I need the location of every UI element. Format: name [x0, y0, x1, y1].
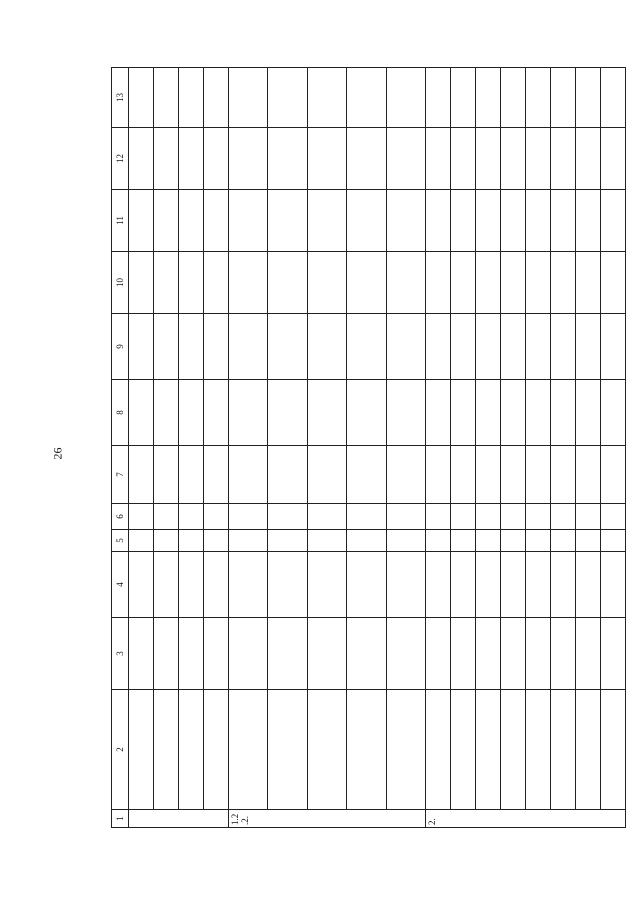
table-cell	[575, 504, 600, 530]
col-num-6: 6	[112, 504, 129, 530]
table-cell	[386, 128, 426, 190]
table-cell	[307, 128, 346, 190]
table-cell	[228, 380, 267, 446]
table-cell	[525, 530, 550, 552]
table-cell	[525, 190, 550, 252]
table-cell	[575, 190, 600, 252]
table-cell	[600, 68, 625, 128]
col-num-2: 2	[112, 690, 129, 810]
table-cell	[307, 252, 346, 314]
table-cell	[153, 552, 178, 618]
table-cell	[268, 68, 307, 128]
table-cell	[575, 618, 600, 690]
table-cell	[500, 128, 525, 190]
table-cell	[550, 530, 575, 552]
table-cell	[228, 618, 267, 690]
table-cell	[575, 446, 600, 504]
table-cell	[426, 68, 451, 128]
table-cell	[228, 252, 267, 314]
table-cell	[475, 68, 500, 128]
table-cell	[426, 190, 451, 252]
table-cell	[426, 314, 451, 380]
table-cell	[307, 314, 346, 380]
table-cell	[268, 380, 307, 446]
table-cell	[600, 690, 625, 810]
table-cell	[600, 252, 625, 314]
table-row	[600, 68, 625, 828]
table-cell	[550, 252, 575, 314]
table-row	[525, 68, 550, 828]
table-cell	[228, 314, 267, 380]
table-row	[228, 68, 267, 828]
table-cell	[575, 128, 600, 190]
table-row	[550, 68, 575, 828]
table-cell	[600, 618, 625, 690]
table-cell	[268, 530, 307, 552]
table-cell	[386, 190, 426, 252]
table-cell	[550, 504, 575, 530]
table-cell	[228, 68, 267, 128]
table-cell	[500, 530, 525, 552]
table-cell	[500, 618, 525, 690]
table-cell	[550, 690, 575, 810]
table-cell	[129, 128, 154, 190]
table-cell	[178, 618, 203, 690]
table-cell	[228, 504, 267, 530]
table-cell	[600, 128, 625, 190]
table-cell	[500, 252, 525, 314]
table-cell	[451, 190, 476, 252]
table-cell	[525, 446, 550, 504]
col-num-13: 13	[112, 68, 129, 128]
table-cell	[500, 552, 525, 618]
table-cell	[228, 530, 267, 552]
table-row	[451, 68, 476, 828]
table-cell	[500, 690, 525, 810]
table-cell	[451, 552, 476, 618]
table-cell	[426, 690, 451, 810]
table-cell	[386, 68, 426, 128]
table-cell	[386, 380, 426, 446]
budget-table	[111, 67, 626, 828]
table-body	[112, 68, 626, 828]
table-cell	[153, 530, 178, 552]
table-cell	[525, 314, 550, 380]
col-num-10: 10	[112, 252, 129, 314]
table-row	[178, 68, 203, 828]
table-cell	[347, 314, 386, 380]
table-cell	[347, 190, 386, 252]
table-cell	[203, 68, 228, 128]
row-number: 1.2.2.	[228, 810, 425, 828]
table-cell	[525, 380, 550, 446]
table-cell	[129, 690, 154, 810]
table-cell	[153, 314, 178, 380]
table-cell	[451, 530, 476, 552]
table-cell	[451, 618, 476, 690]
table-cell	[347, 252, 386, 314]
table-cell	[475, 690, 500, 810]
table-cell	[153, 446, 178, 504]
col-num-3: 3	[112, 618, 129, 690]
table-cell	[475, 530, 500, 552]
table-cell	[347, 504, 386, 530]
table-cell	[475, 380, 500, 446]
table-cell	[307, 530, 346, 552]
table-cell	[550, 446, 575, 504]
table-cell	[268, 618, 307, 690]
table-cell	[575, 314, 600, 380]
table-cell	[525, 252, 550, 314]
table-cell	[600, 190, 625, 252]
table-cell	[178, 128, 203, 190]
table-cell	[268, 446, 307, 504]
table-cell	[475, 128, 500, 190]
col-num-8: 8	[112, 380, 129, 446]
table-row	[307, 68, 346, 828]
table-cell	[426, 380, 451, 446]
table-cell	[525, 68, 550, 128]
table-cell	[600, 530, 625, 552]
table-cell	[307, 446, 346, 504]
table-cell	[475, 504, 500, 530]
table-cell	[525, 618, 550, 690]
col-num-1: 1	[112, 810, 129, 828]
column-number-row	[112, 68, 129, 828]
table-cell	[347, 530, 386, 552]
table-cell	[600, 314, 625, 380]
table-cell	[203, 552, 228, 618]
table-cell	[178, 190, 203, 252]
table-cell	[178, 552, 203, 618]
col-num-11: 11	[112, 190, 129, 252]
table-cell	[600, 504, 625, 530]
table-cell	[500, 68, 525, 128]
table-cell	[178, 690, 203, 810]
table-cell	[426, 252, 451, 314]
table-cell	[575, 380, 600, 446]
table-cell	[268, 504, 307, 530]
col-num-12: 12	[112, 128, 129, 190]
table-cell	[268, 552, 307, 618]
table-cell	[525, 504, 550, 530]
table-cell	[475, 446, 500, 504]
table-cell	[203, 618, 228, 690]
table-cell	[575, 530, 600, 552]
table-cell	[475, 552, 500, 618]
page-number: 26	[50, 447, 65, 460]
table-cell	[451, 446, 476, 504]
table-row	[347, 68, 386, 828]
table-cell	[451, 128, 476, 190]
table-cell	[600, 380, 625, 446]
table-cell	[153, 190, 178, 252]
table-cell	[500, 314, 525, 380]
table-cell	[228, 128, 267, 190]
table-cell	[426, 618, 451, 690]
table-cell	[203, 252, 228, 314]
table-cell	[426, 128, 451, 190]
table-cell	[525, 690, 550, 810]
table-cell	[203, 690, 228, 810]
table-cell	[268, 190, 307, 252]
table-cell	[203, 190, 228, 252]
table-cell	[129, 618, 154, 690]
table-row	[268, 68, 307, 828]
table-cell	[347, 552, 386, 618]
table-cell	[550, 380, 575, 446]
budget-table-sheet	[111, 68, 626, 828]
table-cell	[550, 552, 575, 618]
table-cell	[500, 380, 525, 446]
table-cell	[426, 552, 451, 618]
table-cell	[386, 314, 426, 380]
table-cell	[268, 314, 307, 380]
table-cell	[500, 446, 525, 504]
table-cell	[550, 314, 575, 380]
table-cell	[451, 68, 476, 128]
table-cell	[203, 504, 228, 530]
table-row	[129, 68, 154, 828]
table-cell	[386, 690, 426, 810]
table-cell	[228, 690, 267, 810]
table-cell	[550, 128, 575, 190]
table-row	[475, 68, 500, 828]
table-cell	[451, 380, 476, 446]
table-cell	[129, 504, 154, 530]
table-cell	[347, 618, 386, 690]
table-cell	[129, 380, 154, 446]
table-cell	[600, 446, 625, 504]
table-cell	[203, 314, 228, 380]
table-cell	[129, 252, 154, 314]
table-cell	[203, 128, 228, 190]
col-num-5: 5	[112, 530, 129, 552]
table-cell	[386, 552, 426, 618]
table-cell	[129, 446, 154, 504]
table-cell	[203, 530, 228, 552]
table-cell	[525, 128, 550, 190]
table-cell	[203, 446, 228, 504]
table-row	[203, 68, 228, 828]
table-cell	[347, 68, 386, 128]
table-cell	[178, 504, 203, 530]
table-cell	[475, 314, 500, 380]
table-cell	[268, 252, 307, 314]
table-cell	[347, 128, 386, 190]
table-cell	[575, 552, 600, 618]
table-cell	[451, 314, 476, 380]
col-num-7: 7	[112, 446, 129, 504]
table-cell	[178, 380, 203, 446]
table-cell	[307, 552, 346, 618]
table-cell	[550, 190, 575, 252]
table-cell	[600, 552, 625, 618]
table-cell	[178, 530, 203, 552]
table-cell	[307, 690, 346, 810]
table-row	[386, 68, 426, 828]
table-cell	[386, 446, 426, 504]
table-cell	[575, 690, 600, 810]
table-cell	[153, 618, 178, 690]
table-cell	[153, 380, 178, 446]
table-cell	[228, 552, 267, 618]
table-cell	[475, 190, 500, 252]
table-cell	[500, 190, 525, 252]
table-cell	[575, 252, 600, 314]
row-number: 2.	[426, 810, 626, 828]
table-cell	[153, 252, 178, 314]
table-cell	[475, 252, 500, 314]
table-cell	[153, 504, 178, 530]
table-cell	[550, 68, 575, 128]
table-cell	[347, 446, 386, 504]
table-cell	[475, 618, 500, 690]
table-cell	[307, 380, 346, 446]
table-cell	[500, 504, 525, 530]
table-cell	[525, 552, 550, 618]
table-row	[153, 68, 178, 828]
table-cell	[307, 68, 346, 128]
table-cell	[178, 68, 203, 128]
table-cell	[451, 504, 476, 530]
row-number	[129, 810, 229, 828]
table-row	[575, 68, 600, 828]
table-cell	[347, 380, 386, 446]
table-cell	[386, 618, 426, 690]
table-row	[500, 68, 525, 828]
col-num-9: 9	[112, 314, 129, 380]
table-cell	[268, 690, 307, 810]
table-cell	[129, 190, 154, 252]
table-cell	[228, 446, 267, 504]
table-cell	[550, 618, 575, 690]
table-cell	[129, 530, 154, 552]
table-cell	[153, 128, 178, 190]
table-cell	[426, 504, 451, 530]
table-cell	[129, 68, 154, 128]
table-cell	[575, 68, 600, 128]
table-cell	[307, 618, 346, 690]
table-cell	[178, 314, 203, 380]
table-cell	[153, 690, 178, 810]
table-cell	[228, 190, 267, 252]
table-cell	[347, 690, 386, 810]
table-cell	[129, 314, 154, 380]
table-cell	[386, 504, 426, 530]
table-cell	[451, 690, 476, 810]
table-cell	[386, 252, 426, 314]
table-cell	[178, 252, 203, 314]
table-cell	[203, 380, 228, 446]
table-row	[426, 68, 451, 828]
table-cell	[307, 504, 346, 530]
table-cell	[307, 190, 346, 252]
table-cell	[129, 552, 154, 618]
table-cell	[426, 530, 451, 552]
table-cell	[451, 252, 476, 314]
table-cell	[268, 128, 307, 190]
col-num-4: 4	[112, 552, 129, 618]
table-cell	[426, 446, 451, 504]
table-cell	[178, 446, 203, 504]
table-cell	[153, 68, 178, 128]
table-cell	[386, 530, 426, 552]
